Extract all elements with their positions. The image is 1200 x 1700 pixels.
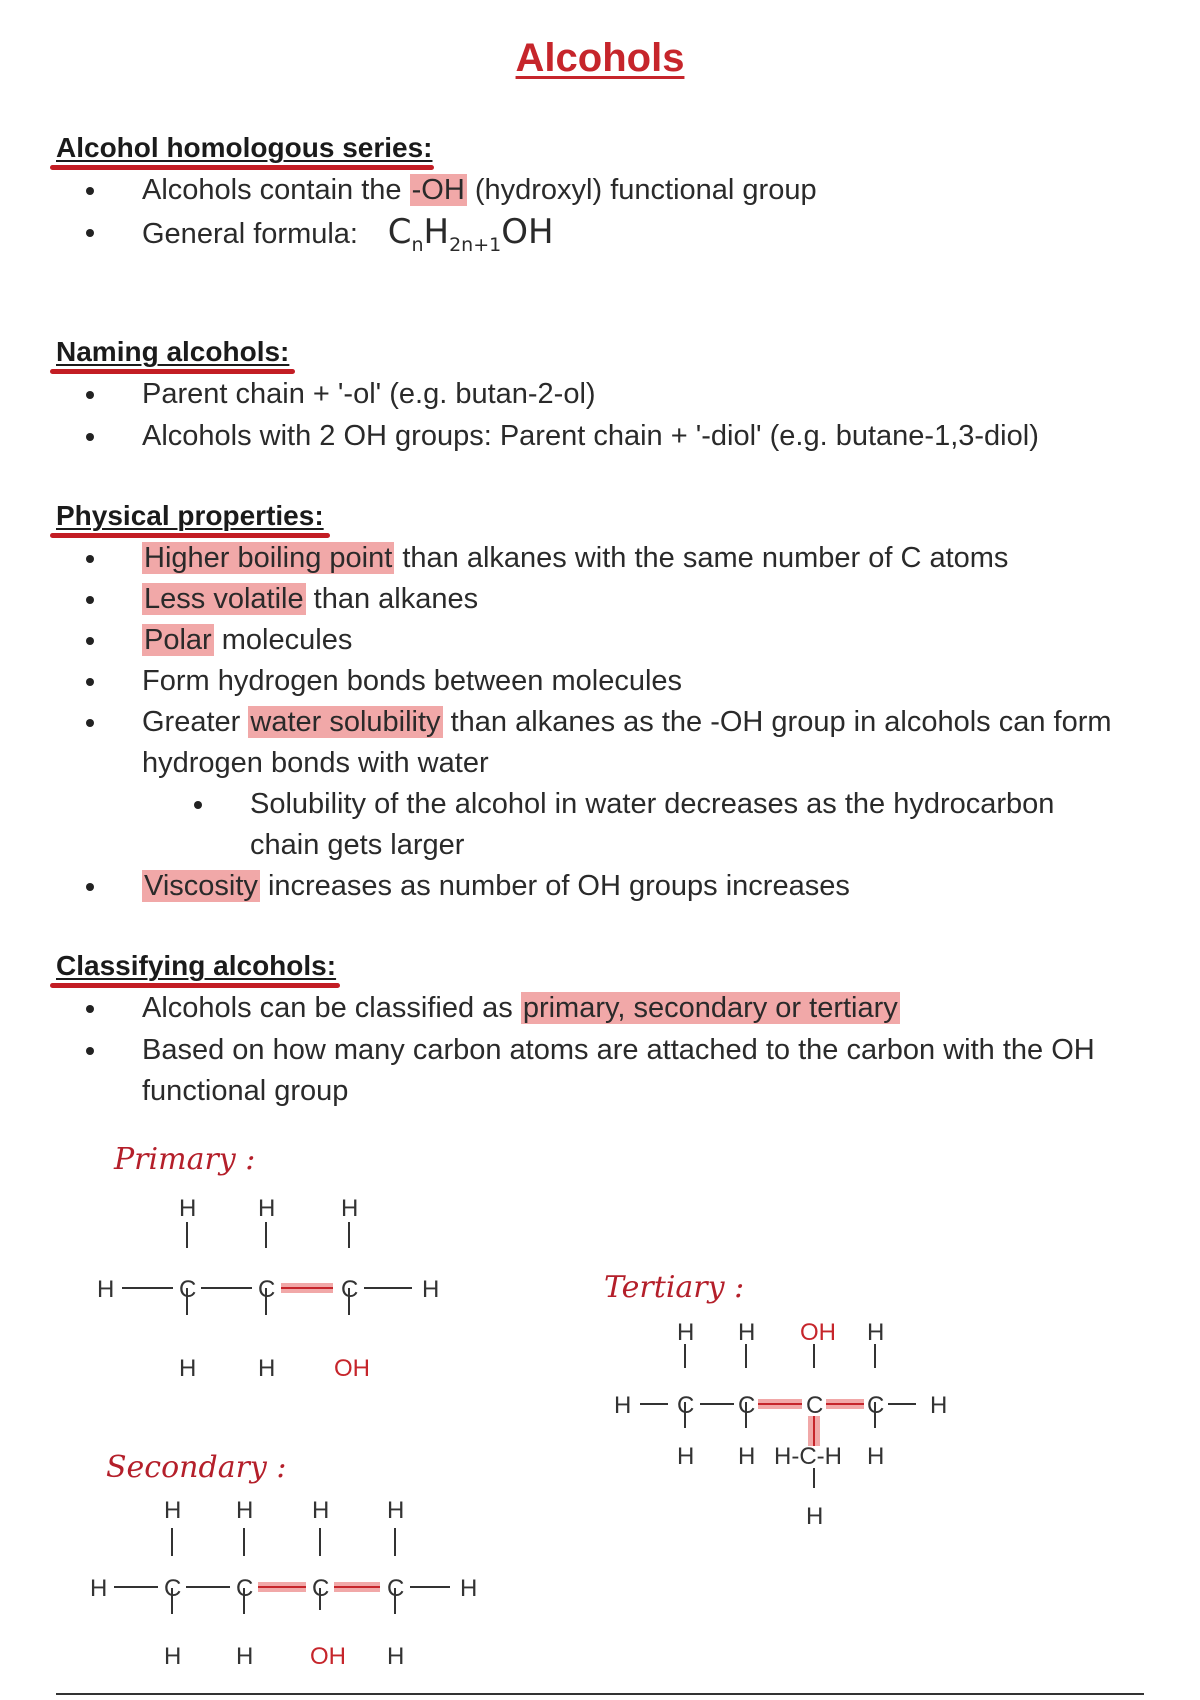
atom-h: H xyxy=(738,1443,756,1470)
bullet-classification-basis: Based on how many carbon atoms are attached to the carbon with the OH functional group xyxy=(142,1030,1142,1112)
bullet-naming-ol: Parent chain + '-ol' (e.g. butan-2-ol) xyxy=(142,374,596,415)
bullet-naming-diol: Alcohols with 2 OH groups: Parent chain + '-diol' (e.g. butane-1,3-diol) xyxy=(142,416,1039,457)
bullet-polarity: Polar molecules xyxy=(142,620,352,661)
atom-c: C xyxy=(867,1392,885,1419)
atom-h: H xyxy=(867,1443,885,1470)
atom-c: C xyxy=(312,1575,330,1602)
bullet-hydrogen-bonds: Form hydrogen bonds between molecules xyxy=(142,661,682,702)
atom-h: H xyxy=(236,1497,254,1524)
atom-h: H xyxy=(97,1276,115,1303)
secondary-label: Secondary : xyxy=(106,1450,287,1485)
bullet-classification: Alcohols can be classified as primary, secondary or tertiary xyxy=(142,988,900,1029)
atom-c: C xyxy=(341,1276,359,1303)
atom-c: C xyxy=(738,1392,756,1419)
atom-h: H xyxy=(806,1503,824,1530)
atom-c: C xyxy=(806,1392,824,1419)
tertiary-label: Tertiary : xyxy=(604,1270,745,1305)
atom-h-c-h: H-C-H xyxy=(774,1443,842,1470)
atom-h: H xyxy=(614,1392,632,1419)
atom-h: H xyxy=(258,1355,276,1380)
secondary-alcohol-structure xyxy=(0,1484,520,1684)
atom-c: C xyxy=(258,1276,276,1303)
page-title: Alcohols xyxy=(515,36,685,80)
atom-c: C xyxy=(677,1392,695,1419)
atom-h: H xyxy=(90,1575,108,1602)
atom-h: H xyxy=(179,1355,197,1380)
bullet-general-formula: General formula: $C_nH_{2n+1}OH$ xyxy=(142,212,554,266)
atom-h: H xyxy=(258,1195,276,1222)
atom-oh: OH xyxy=(334,1355,370,1380)
sub-bullet-solubility-decrease: Solubility of the alcohol in water decreases as the hydrocarbon chain gets larger xyxy=(250,784,1130,866)
atom-oh: OH xyxy=(310,1643,346,1670)
primary-label: Primary : xyxy=(114,1142,256,1177)
atom-h: H xyxy=(387,1643,405,1670)
bullet-viscosity: Viscosity increases as number of OH groups increases xyxy=(142,866,850,907)
atom-h: H xyxy=(179,1195,197,1222)
atom-h: H xyxy=(312,1497,330,1524)
bullet-functional-group: Alcohols contain the -OH (hydroxyl) functional group xyxy=(142,170,817,211)
atom-c: C xyxy=(387,1575,405,1602)
primary-alcohol-structure xyxy=(0,1180,480,1380)
atom-h: H xyxy=(164,1643,182,1670)
atom-c: C xyxy=(179,1276,197,1303)
bullet-water-solubility: Greater water solubility than alkanes as the -OH group in alcohols can form hydrogen bonds with water xyxy=(142,702,1152,784)
heading-naming-alcohols: Naming alcohols: xyxy=(56,336,290,367)
heading-classifying-alcohols: Classifying alcohols: xyxy=(56,950,337,981)
atom-h: H xyxy=(930,1392,948,1419)
general-formula: $C_nH_{2n+1}OH$ xyxy=(387,212,554,256)
atom-h: H xyxy=(738,1320,756,1346)
bullet-volatility: Less volatile than alkanes xyxy=(142,579,478,620)
atom-h: H xyxy=(387,1497,405,1524)
tertiary-alcohol-structure xyxy=(600,1320,960,1550)
atom-h: H xyxy=(677,1443,695,1470)
atom-h: H xyxy=(867,1320,885,1346)
atom-h: H xyxy=(422,1276,440,1303)
heading-physical-properties: Physical properties: xyxy=(56,500,324,531)
atom-c: C xyxy=(164,1575,182,1602)
atom-h: H xyxy=(236,1643,254,1670)
bottom-divider xyxy=(56,1693,1144,1695)
atom-h: H xyxy=(677,1320,695,1346)
atom-h: H xyxy=(460,1575,478,1602)
atom-c: C xyxy=(236,1575,254,1602)
bullet-boiling-point: Higher boiling point than alkanes with the same number of C atoms xyxy=(142,538,1008,579)
atom-oh: OH xyxy=(800,1320,836,1346)
atom-h: H xyxy=(341,1195,359,1222)
atom-h: H xyxy=(164,1497,182,1524)
heading-homologous-series: Alcohol homologous series: xyxy=(56,132,433,163)
